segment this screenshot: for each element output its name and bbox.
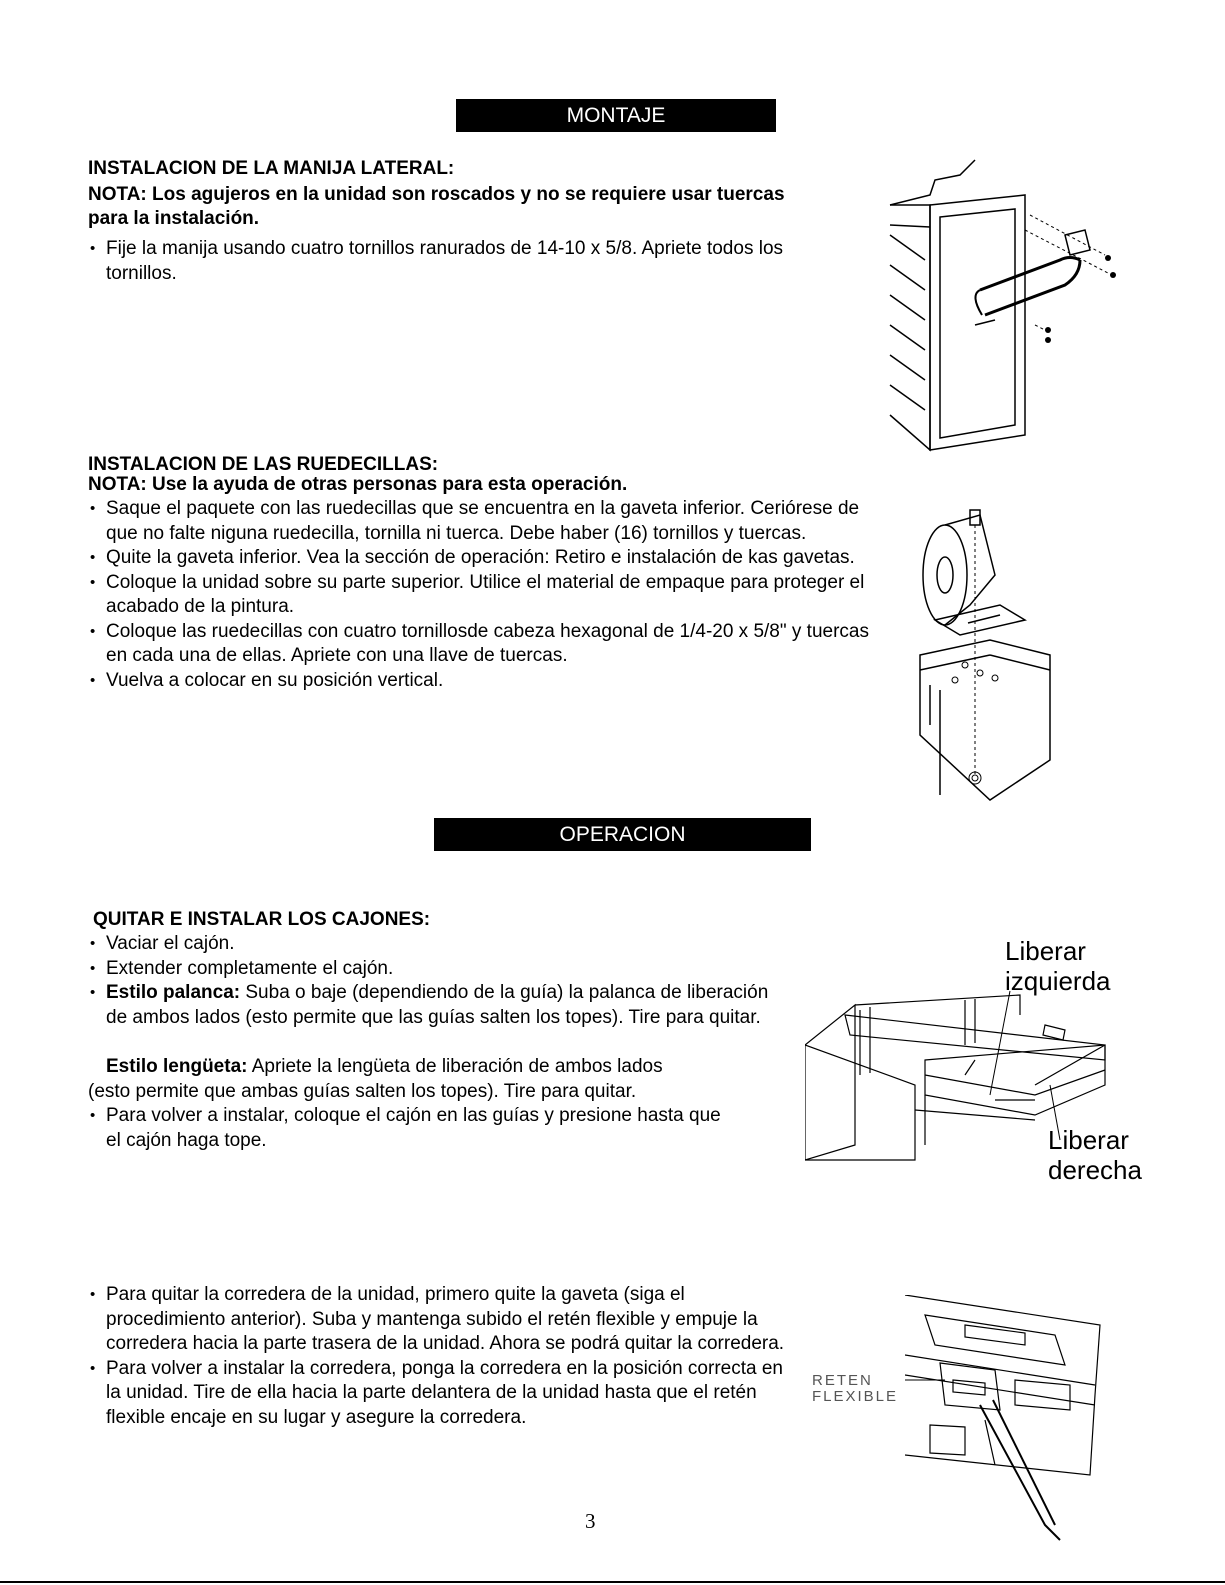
label-line: Liberar [1048,1125,1129,1155]
list-item: • Fije la manija usando cuatro tornillos ranurados de 14-10 x 5/8. Apriete todos los tornillos. [88,237,803,286]
list-item: • Quite la gaveta inferior. Vea la sección de operación: Retiro e instalación de kas gavetas. [88,546,888,571]
list-item: • Vuelva a colocar en su posición vertical. [88,669,888,694]
liberar-derecha-label [1048,1125,1142,1185]
lengueta-label: Estilo lengüeta: [106,1056,248,1077]
reten-flexible-label [812,1373,898,1405]
reten-flexible-illustration [905,1295,1105,1555]
side-handle-illustration [870,155,1145,455]
caster-illustration [910,495,1070,815]
cajones-heading: QUITAR E INSTALAR LOS CAJONES: [93,909,431,930]
manija-list [88,237,803,286]
lengueta-continuation: (esto permite que ambas guías salten los topes). Tire para quitar. [88,1081,637,1102]
list-item: • Saque el paquete con las ruedecillas que se encuentra en la gaveta inferior. Ceriórese de que no falte niguna ruedecilla, tornilla ni tuerca. Debe haber (16) tornillos y tuercas. [88,497,888,546]
label-line: FLEXIBLE [812,1388,899,1405]
page-number: 3 [585,1509,596,1533]
section-banner-operacion: OPERACION [434,818,811,851]
list-item: • Vaciar el cajón. [88,932,788,957]
list-item: • Para quitar la corredera de la unidad, primero quite la gaveta (siga el procedimiento anterior). Suba y mantenga subido el retén flexible y empuje la corredera hacia la parte trasera de la unidad. Ahora se podrá quitar la corredera. [88,1283,788,1357]
cajones-reinstall-list [88,1104,728,1153]
label-line: izquierda [1005,966,1111,996]
label-line: Liberar [1005,936,1086,966]
label-line: derecha [1048,1155,1142,1185]
label-line: RETEN [812,1372,873,1389]
lengueta-line [106,1055,786,1080]
corredera-list [88,1283,788,1430]
lengueta-text: Apriete la lengüeta de liberación de ambos lados [247,1056,663,1077]
palanca-text: Suba o baje (dependiendo de la guía) la palanca de liberación de ambos lados (esto permite que las guías salten los topes). Tire para quitar. [106,982,769,1028]
list-item [88,981,788,1030]
cajones-list [88,932,788,1030]
page-bottom-rule [0,1581,1225,1583]
list-item: • Extender completamente el cajón. [88,957,788,982]
manija-heading: INSTALACION DE LA MANIJA LATERAL: [88,158,455,179]
liberar-izquierda-label [1005,936,1111,996]
ruedecillas-note: NOTA: Use la ayuda de otras personas para esta operación. [88,474,628,495]
list-item: • Coloque la unidad sobre su parte superior. Utilice el material de empaque para proteger el acabado de la pintura. [88,571,888,620]
list-item: • Coloque las ruedecillas con cuatro tornillosde cabeza hexagonal de 1/4-20 x 5/8" y tuercas en cada una de ellas. Apriete con una llave de tuercas. [88,620,888,669]
ruedecillas-list [88,497,888,693]
list-item: • Para volver a instalar, coloque el cajón en las guías y presione hasta que el cajón haga tope. [88,1104,728,1153]
palanca-label: Estilo palanca: [106,982,241,1003]
ruedecillas-heading: INSTALACION DE LAS RUEDECILLAS: [88,454,439,475]
section-banner-montaje: MONTAJE [456,99,776,132]
manija-note: NOTA: Los agujeros en la unidad son roscados y no se requiere usar tuercas para la instalación. [88,184,785,229]
list-item: • Para volver a instalar la corredera, ponga la corredera en la posición correcta en la unidad. Tire de ella hacia la parte delantera de la unidad hasta que el retén flexible encaje en su lugar y asegure la corredera. [88,1357,788,1431]
